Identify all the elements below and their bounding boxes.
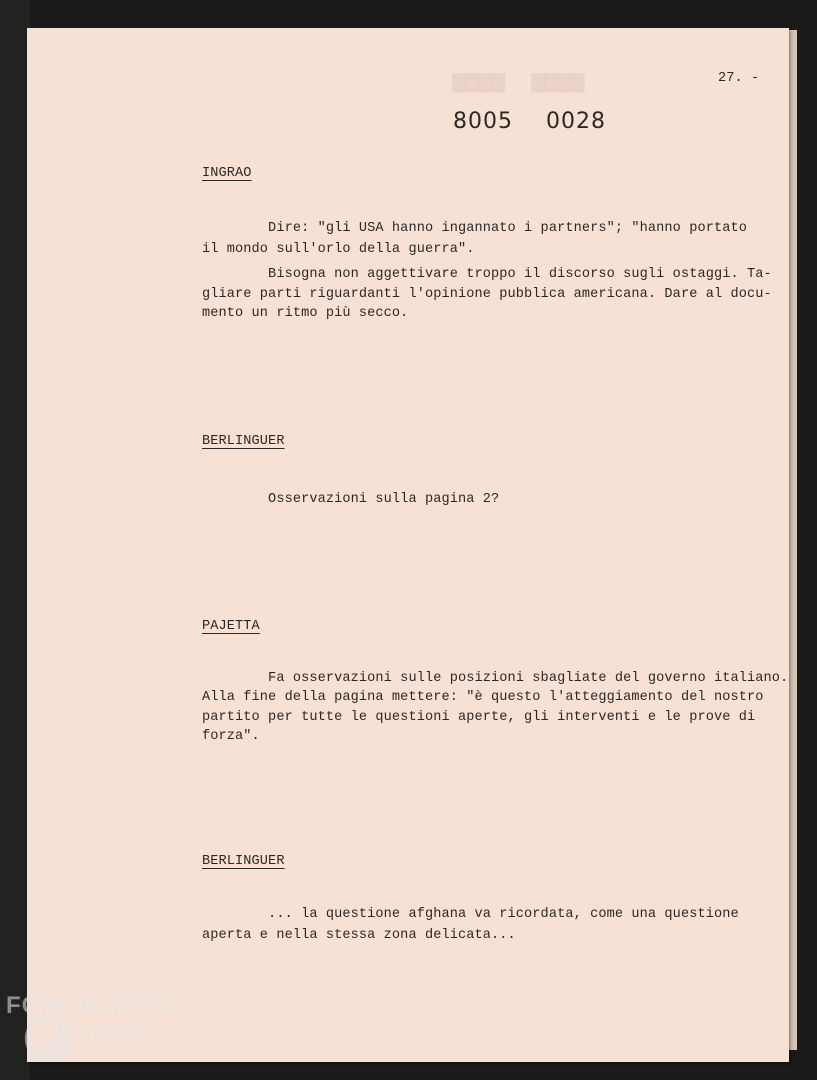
speaker-heading: BERLINGUER bbox=[202, 854, 285, 869]
text-line: Osservazioni sulla pagina 2? bbox=[202, 492, 500, 507]
text-line: Alla fine della pagina mettere: "è questo l'atteggiamento del nostro bbox=[202, 690, 764, 705]
text-line: Fa osservazioni sulle posizioni sbagliate del governo italiano. bbox=[202, 671, 789, 686]
text-line: partito per tutte le questioni aperte, gli interventi e le prove di bbox=[202, 710, 756, 725]
text-line: Bisogna non aggettivare troppo il discorso sugli ostaggi. Ta- bbox=[202, 267, 772, 282]
speaker-heading: INGRAO bbox=[202, 166, 252, 181]
watermark-line2: RAMSCI bbox=[56, 1020, 157, 1047]
scan-backdrop bbox=[0, 0, 30, 1080]
page-number: 27. - bbox=[718, 71, 760, 86]
text-line: gliare parti riguardanti l'opinione pubblica americana. Dare al docu- bbox=[202, 287, 772, 302]
text-line: il mondo sull'orlo della guerra". bbox=[202, 242, 475, 257]
text-line: mento un ritmo più secco. bbox=[202, 306, 409, 321]
text-line: aperta e nella stessa zona delicata... bbox=[202, 928, 516, 943]
document-page bbox=[27, 28, 789, 1062]
bleed-through: ▆▆▆▆ ▆▆▆▆ bbox=[452, 69, 585, 94]
fondazione-gramsci-watermark bbox=[6, 992, 206, 1076]
speaker-heading: BERLINGUER bbox=[202, 434, 285, 449]
doc-code-right: 0028 bbox=[546, 109, 606, 134]
text-line: forza". bbox=[202, 729, 260, 744]
speaker-heading: PAJETTA bbox=[202, 619, 260, 634]
page-stack-edge bbox=[792, 30, 797, 1050]
text-line: Dire: "gli USA hanno ingannato i partners"; "hanno portato bbox=[202, 221, 747, 236]
doc-code-left: 8005 bbox=[453, 109, 513, 134]
watermark-line1: FONDAZIONE bbox=[6, 992, 175, 1019]
text-line: ... la questione afghana va ricordata, come una questione bbox=[202, 907, 739, 922]
